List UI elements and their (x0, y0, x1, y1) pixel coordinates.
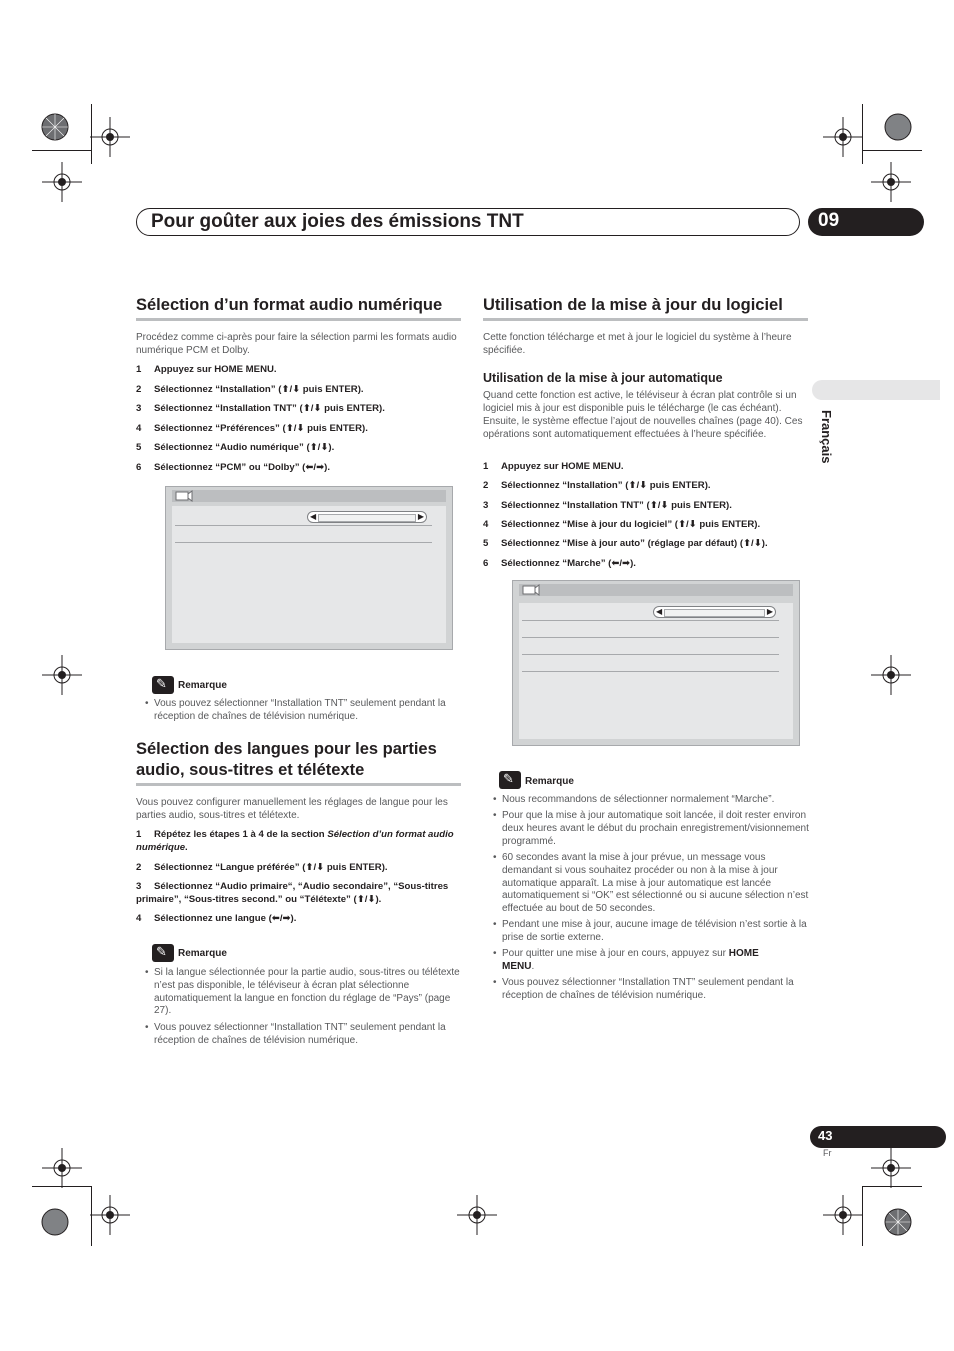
note-icon: ✎ (152, 944, 174, 962)
step-item: 4 Sélectionnez “Mise à jour du logiciel” (⬆/⬇ puis ENTER). (483, 518, 761, 530)
language-text: Français (819, 410, 834, 464)
setting-selector (653, 606, 776, 618)
menu-row-divider (175, 542, 432, 543)
crosshair-icon (42, 162, 82, 202)
page-title: Pour goûter aux joies des émissions TNT (151, 211, 524, 232)
screen-body (172, 506, 446, 643)
step-item: 4 Sélectionnez une langue (⬅/➡). (136, 913, 297, 924)
chapter-number-badge (808, 208, 924, 236)
heading-rule (483, 318, 808, 321)
section-heading-audio-format: Sélection d’un format audio numérique (136, 296, 443, 314)
color-wheel-icon (878, 107, 918, 147)
crop-line (32, 150, 92, 151)
menu-icon (175, 489, 193, 503)
note-bullet: • Pendant une mise à jour, aucune image de télévision n’est sortie à la prise de sortie externe. (493, 919, 807, 943)
section-heading-languages (136, 739, 466, 781)
step-item: 1 Appuyez sur HOME MENU. (136, 364, 277, 375)
step-item: 3 Sélectionnez “Installation TNT” (⬆/⬇ puis ENTER). (136, 403, 385, 414)
note-bullet: • Pour que la mise à jour automatique soit lancée, il doit rester environ deux heures avant le début du prochain enregistrement/visionnement programmé. (493, 810, 809, 847)
color-wheel-icon (35, 1202, 75, 1242)
step-item: 1 Appuyez sur HOME MENU. (483, 461, 624, 472)
chapter-number: 09 (818, 210, 840, 231)
crosshair-icon (871, 655, 911, 695)
arrow-right-icon: ▶ (766, 607, 773, 616)
crosshair-icon (90, 1195, 130, 1235)
heading-rule (136, 318, 461, 321)
color-wheel-icon (878, 1202, 918, 1242)
crop-line (862, 150, 922, 151)
step-item: 2 Sélectionnez “Langue préférée” (⬆/⬇ puis ENTER). (136, 862, 388, 873)
arrow-left-icon: ◀ (310, 512, 317, 521)
language-tab (812, 380, 940, 400)
note-bullet: • Vous pouvez sélectionner “Installation TNT” seulement pendant la réception de chaînes de télévision numérique. (145, 1022, 446, 1046)
heading-line: audio, sous-titres et télétexte (136, 761, 365, 779)
section-heading-software-update: Utilisation de la mise à jour du logiciel (483, 296, 783, 314)
section-intro: Procédez comme ci-après pour faire la sélection parmi les formats audio numérique PCM et Dolby. (136, 332, 457, 356)
crosshair-icon (823, 117, 863, 157)
note-bullet: • Si la langue sélectionnée pour la partie audio, sous-titres ou télétexte n’est pas disponible, le téléviseur à écran plat sélectionne automatiquement la langue en fonction du réglage de “Pays” (page 27). (145, 967, 460, 1017)
section-intro: Cette fonction télécharge et met à jour le logiciel du système à l’heure spécifiée. (483, 332, 792, 356)
step-item: 5 Sélectionnez “Audio numérique” (⬆/⬇). (136, 442, 335, 453)
step-item: 3 Sélectionnez “Audio primaire“, “Audio secondaire”, “Sous-titres primaire”, “Sous-titres second.” ou “Télétexte” (⬆/⬇). (136, 881, 449, 905)
crosshair-icon (823, 1195, 863, 1235)
note-bullet: • Pour quitter une mise à jour en cours, appuyez sur HOME MENU. (493, 948, 759, 972)
arrow-left-icon: ◀ (656, 607, 663, 616)
menu-icon (522, 583, 540, 597)
step-item: 1 Répétez les étapes 1 à 4 de la section Sélection d’un format audio numérique. (136, 829, 454, 853)
note-icon: ✎ (499, 771, 521, 789)
crosshair-icon (42, 1148, 82, 1188)
subsection-intro: Quand cette fonction est active, le téléviseur à écran plat contrôle si un logiciel mis à jour est disponible puis le télécharge (le cas échéant). Ensuite, le système effectue l’ajout de nouvelles chaînes (page 40). Ces opérations sont automatiquement effectuées à l’heure spécifiée. (483, 390, 803, 440)
step-item: 2 Sélectionnez “Installation” (⬆/⬇ puis ENTER). (136, 383, 364, 395)
note-title: Remarque (178, 680, 227, 691)
menu-row-divider (522, 637, 779, 638)
crosshair-icon (871, 1148, 911, 1188)
note-bullet: • Vous pouvez sélectionner “Installation TNT” seulement pendant la réception de chaînes de télévision numérique. (145, 698, 446, 722)
crosshair-icon (90, 117, 130, 157)
menu-row-divider (522, 620, 779, 621)
subsection-heading: Utilisation de la mise à jour automatique (483, 371, 723, 385)
menu-screen-illustration (512, 580, 800, 746)
screen-body (519, 603, 793, 739)
crosshair-icon (457, 1195, 497, 1235)
arrow-right-icon: ▶ (417, 512, 424, 521)
note-title: Remarque (178, 948, 227, 959)
step-item: 4 Sélectionnez “Préférences” (⬆/⬇ puis ENTER). (136, 422, 368, 434)
menu-row-divider (522, 671, 779, 672)
screen-title-bar (172, 490, 446, 502)
language-label (812, 410, 832, 470)
page-number: 43 (818, 1128, 833, 1143)
note-bullet: • Nous recommandons de sélectionner normalement “Marche”. (493, 794, 775, 805)
note-icon: ✎ (152, 676, 174, 694)
section-intro: Vous pouvez configurer manuellement les réglages de langue pour les parties audio, sous-titres et télétexte. (136, 797, 448, 821)
chapter-title-bar (136, 208, 800, 236)
heading-rule (136, 783, 461, 786)
note-title: Remarque (525, 776, 574, 787)
menu-row-divider (175, 525, 432, 526)
crosshair-icon (42, 655, 82, 695)
step-item: 2 Sélectionnez “Installation” (⬆/⬇ puis ENTER). (483, 480, 711, 492)
menu-screen-illustration (165, 486, 453, 650)
step-item: 5 Sélectionnez “Mise à jour auto” (réglage par défaut) (⬆/⬇). (483, 538, 768, 550)
crosshair-icon (871, 162, 911, 202)
step-item: 3 Sélectionnez “Installation TNT” (⬆/⬇ puis ENTER). (483, 499, 732, 511)
note-bullet: • 60 secondes avant la mise à jour prévue, un message vous demandant si vous souhaitez procéder ou non à la mise à jour automatique apparaît. La mise à jour automatique est lancée automatiquement si “OK” est sélectionné ou si aucune sélection n’est effectuée au bout de 50 secondes. (493, 852, 809, 915)
menu-row-divider (522, 654, 779, 655)
note-bullet: • Vous pouvez sélectionner “Installation TNT” seulement pendant la réception de chaînes de télévision numérique. (493, 977, 794, 1001)
page-language-code: Fr (823, 1148, 832, 1158)
screen-title-bar (519, 584, 793, 596)
heading-line: Sélection des langues pour les parties (136, 740, 437, 758)
page-number-badge (810, 1126, 946, 1148)
step-item: 6 Sélectionnez “Marche” (⬅/➡). (483, 557, 636, 569)
color-wheel-icon (35, 107, 75, 147)
setting-selector (307, 511, 427, 523)
step-item: 6 Sélectionnez “PCM” ou “Dolby” (⬅/➡). (136, 461, 330, 473)
